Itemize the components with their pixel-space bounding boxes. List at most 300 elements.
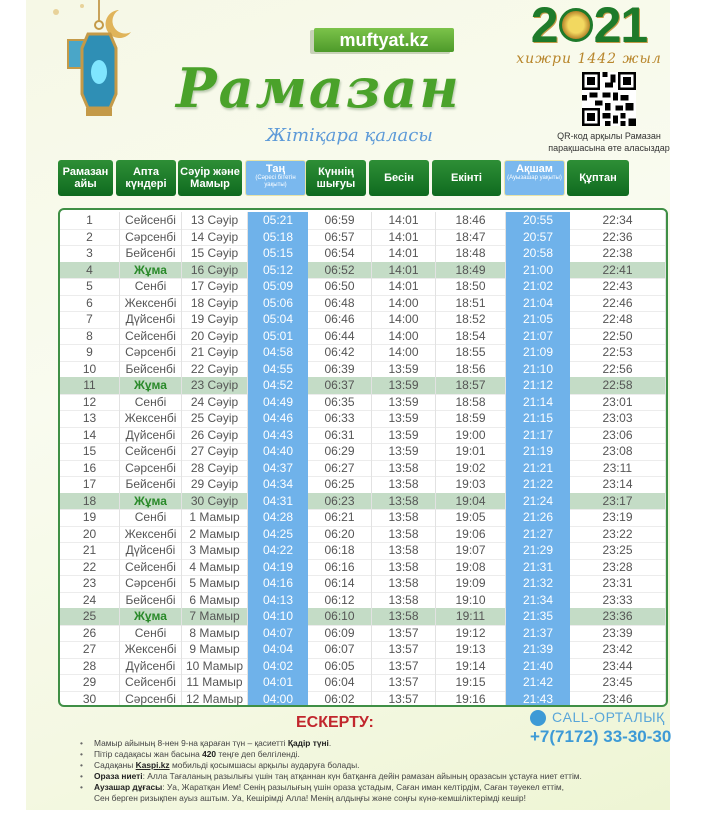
cell-sunrise: 06:50: [308, 278, 372, 295]
cell-ramadan-day: 27: [60, 641, 120, 658]
cell-fajr: 04:28: [248, 509, 308, 526]
cell-weekday: Дүйсенбі: [120, 658, 182, 675]
cell-asr: 18:48: [436, 245, 506, 262]
kaspi-link[interactable]: Kaspi.kz: [135, 760, 170, 770]
cell-ramadan-day: 11: [60, 377, 120, 394]
hijri-year: хижри 1442 жыл: [516, 51, 662, 67]
city-name: Жітіқара қаласы: [266, 125, 433, 146]
cell-fajr: 04:55: [248, 361, 308, 378]
cell-ramadan-day: 17: [60, 476, 120, 493]
cell-sunrise: 06:39: [308, 361, 372, 378]
cell-ramadan-day: 9: [60, 344, 120, 361]
column-header-maghrib: [504, 160, 565, 196]
cell-date: 22 Сәуір: [182, 361, 248, 378]
cell-sunrise: 06:18: [308, 542, 372, 559]
cell-ramadan-day: 14: [60, 427, 120, 444]
cell-asr: 19:11: [436, 608, 506, 625]
cell-isha: 22:48: [570, 311, 666, 328]
cell-fajr: 04:01: [248, 674, 308, 691]
cell-sunrise: 06:25: [308, 476, 372, 493]
cell-dhuhr: 13:58: [372, 575, 436, 592]
cell-asr: 19:01: [436, 443, 506, 460]
cell-asr: 18:56: [436, 361, 506, 378]
cell-isha: 22:50: [570, 328, 666, 345]
table-row: [60, 608, 666, 625]
column-header-sunrise: [306, 160, 366, 196]
cell-ramadan-day: 3: [60, 245, 120, 262]
cell-sunrise: 06:07: [308, 641, 372, 658]
cell-dhuhr: 14:00: [372, 295, 436, 312]
year-badge: [514, 0, 664, 68]
table-row: [60, 542, 666, 559]
cell-ramadan-day: 23: [60, 575, 120, 592]
cell-dhuhr: 13:58: [372, 460, 436, 477]
cell-asr: 18:58: [436, 394, 506, 411]
cell-isha: 23:44: [570, 658, 666, 675]
cell-maghrib: 21:12: [506, 377, 570, 394]
cell-ramadan-day: 15: [60, 443, 120, 460]
cell-ramadan-day: 16: [60, 460, 120, 477]
table-row: [60, 476, 666, 493]
cell-maghrib: 21:37: [506, 625, 570, 642]
cell-maghrib: 21:24: [506, 493, 570, 510]
cell-fajr: 05:12: [248, 262, 308, 279]
cell-date: 9 Мамыр: [182, 641, 248, 658]
cell-fajr: 05:04: [248, 311, 308, 328]
notes-list: [80, 738, 680, 804]
cell-fajr: 04:22: [248, 542, 308, 559]
cell-isha: 23:17: [570, 493, 666, 510]
cell-sunrise: 06:10: [308, 608, 372, 625]
cell-sunrise: 06:12: [308, 592, 372, 609]
cell-sunrise: 06:46: [308, 311, 372, 328]
cell-date: 5 Мамыр: [182, 575, 248, 592]
cell-weekday: Сейсенбі: [120, 443, 182, 460]
cell-asr: 19:12: [436, 625, 506, 642]
qr-code-icon[interactable]: [582, 72, 636, 126]
table-row: [60, 559, 666, 576]
cell-isha: 22:38: [570, 245, 666, 262]
cell-fajr: 05:01: [248, 328, 308, 345]
column-header-date: [178, 160, 242, 196]
cell-fajr: 05:09: [248, 278, 308, 295]
cell-ramadan-day: 25: [60, 608, 120, 625]
cell-date: 29 Сәуір: [182, 476, 248, 493]
cell-dhuhr: 13:58: [372, 509, 436, 526]
cell-weekday: Жұма: [120, 262, 182, 279]
cell-asr: 18:57: [436, 377, 506, 394]
cell-dhuhr: 13:58: [372, 542, 436, 559]
cell-dhuhr: 13:59: [372, 361, 436, 378]
cell-dhuhr: 14:00: [372, 344, 436, 361]
table-row: [60, 377, 666, 394]
cell-maghrib: 20:57: [506, 229, 570, 246]
cell-fajr: 04:07: [248, 625, 308, 642]
cell-sunrise: 06:02: [308, 691, 372, 708]
notes-title: ЕСКЕРТУ:: [296, 714, 374, 731]
cell-isha: 23:46: [570, 691, 666, 708]
table-row: [60, 641, 666, 658]
table-row: [60, 410, 666, 427]
table-row: [60, 460, 666, 477]
cell-isha: 22:46: [570, 295, 666, 312]
cell-fajr: 04:25: [248, 526, 308, 543]
cell-asr: 18:50: [436, 278, 506, 295]
cell-weekday: Жұма: [120, 377, 182, 394]
cell-isha: 23:01: [570, 394, 666, 411]
cell-fajr: 04:43: [248, 427, 308, 444]
cell-asr: 19:14: [436, 658, 506, 675]
cell-dhuhr: 13:58: [372, 476, 436, 493]
note-kaspi: • Садақаны Kaspi.kz мобильді қосымшасы арқылы аударуға болады.: [80, 760, 680, 771]
cell-isha: 22:36: [570, 229, 666, 246]
note-fitr-charity: • Пітір садақасы жан басына 420 теңге деп белгіленді.: [80, 749, 680, 760]
cell-weekday: Сейсенбі: [120, 559, 182, 576]
cell-date: 27 Сәуір: [182, 443, 248, 460]
cell-dhuhr: 14:01: [372, 212, 436, 229]
cell-maghrib: 21:00: [506, 262, 570, 279]
cell-isha: 22:53: [570, 344, 666, 361]
cell-weekday: Дүйсенбі: [120, 542, 182, 559]
cell-maghrib: 21:19: [506, 443, 570, 460]
cell-dhuhr: 13:57: [372, 641, 436, 658]
cell-date: 18 Сәуір: [182, 295, 248, 312]
cell-date: 23 Сәуір: [182, 377, 248, 394]
cell-weekday: Бейсенбі: [120, 592, 182, 609]
cell-maghrib: 21:15: [506, 410, 570, 427]
headset-icon: [530, 710, 546, 726]
cell-date: 19 Сәуір: [182, 311, 248, 328]
cell-fajr: 05:06: [248, 295, 308, 312]
cell-maghrib: 21:17: [506, 427, 570, 444]
cell-isha: 22:41: [570, 262, 666, 279]
column-header-fajr: [245, 160, 306, 196]
note-laylat-al-qadr: • Мамыр айының 8-нен 9-на қараған түн – қасиетті Қадір түні.: [80, 738, 680, 749]
table-row: [60, 278, 666, 295]
cell-ramadan-day: 19: [60, 509, 120, 526]
column-header-dhuhr: [369, 160, 429, 196]
cell-fajr: 04:49: [248, 394, 308, 411]
cell-date: 30 Сәуір: [182, 493, 248, 510]
cell-dhuhr: 14:01: [372, 278, 436, 295]
cell-isha: 23:14: [570, 476, 666, 493]
cell-dhuhr: 13:58: [372, 493, 436, 510]
cell-ramadan-day: 4: [60, 262, 120, 279]
cell-ramadan-day: 12: [60, 394, 120, 411]
cell-date: 3 Мамыр: [182, 542, 248, 559]
ramadan-poster: [26, 0, 670, 810]
cell-sunrise: 06:09: [308, 625, 372, 642]
cell-asr: 19:13: [436, 641, 506, 658]
table-row: [60, 493, 666, 510]
qmdb-emblem-icon: [559, 8, 593, 42]
cell-maghrib: 21:31: [506, 559, 570, 576]
cell-fajr: 04:34: [248, 476, 308, 493]
cell-maghrib: 21:02: [506, 278, 570, 295]
column-header-sublabel: (Ауызашар уақыты): [507, 175, 562, 181]
cell-date: 14 Сәуір: [182, 229, 248, 246]
brand-website: muftyat.kz: [314, 28, 454, 52]
cell-sunrise: 06:59: [308, 212, 372, 229]
cell-date: 8 Мамыр: [182, 625, 248, 642]
cell-maghrib: 21:40: [506, 658, 570, 675]
cell-date: 7 Мамыр: [182, 608, 248, 625]
cell-weekday: Сенбі: [120, 509, 182, 526]
cell-date: 2 Мамыр: [182, 526, 248, 543]
cell-fajr: 04:02: [248, 658, 308, 675]
table-row: [60, 575, 666, 592]
cell-weekday: Сәрсенбі: [120, 691, 182, 708]
cell-sunrise: 06:29: [308, 443, 372, 460]
column-header-ramadan-day: [58, 160, 113, 196]
cell-weekday: Сәрсенбі: [120, 575, 182, 592]
cell-sunrise: 06:54: [308, 245, 372, 262]
cell-sunrise: 06:05: [308, 658, 372, 675]
cell-dhuhr: 13:57: [372, 691, 436, 708]
cell-fajr: 05:21: [248, 212, 308, 229]
note-iftar-prayer-cont: Сен берген ризықпен ауыз аштым. Уа, Кешірімді Алла! Менің алдыңғы және соңғы күнә-кемшіліктерімді кешір!: [94, 793, 526, 803]
cell-dhuhr: 14:00: [372, 328, 436, 345]
cell-fajr: 04:19: [248, 559, 308, 576]
cell-sunrise: 06:27: [308, 460, 372, 477]
table-row: [60, 295, 666, 312]
cell-isha: 23:06: [570, 427, 666, 444]
table-row: [60, 509, 666, 526]
cell-maghrib: 21:43: [506, 691, 570, 708]
cell-weekday: Жұма: [120, 493, 182, 510]
cell-asr: 19:07: [436, 542, 506, 559]
cell-weekday: Сәрсенбі: [120, 344, 182, 361]
cell-date: 21 Сәуір: [182, 344, 248, 361]
cell-weekday: Сенбі: [120, 278, 182, 295]
cell-sunrise: 06:04: [308, 674, 372, 691]
cell-fajr: 04:10: [248, 608, 308, 625]
table-row: [60, 212, 666, 229]
cell-ramadan-day: 7: [60, 311, 120, 328]
cell-date: 1 Мамыр: [182, 509, 248, 526]
cell-asr: 18:52: [436, 311, 506, 328]
cell-asr: 19:03: [436, 476, 506, 493]
cell-fajr: 04:04: [248, 641, 308, 658]
cell-ramadan-day: 30: [60, 691, 120, 708]
cell-dhuhr: 13:57: [372, 625, 436, 642]
cell-isha: 23:03: [570, 410, 666, 427]
cell-sunrise: 06:35: [308, 394, 372, 411]
column-header-asr: [432, 160, 501, 196]
cell-isha: 23:19: [570, 509, 666, 526]
cell-sunrise: 06:44: [308, 328, 372, 345]
cell-weekday: Жексенбі: [120, 295, 182, 312]
cell-weekday: Сейсенбі: [120, 674, 182, 691]
table-row: [60, 229, 666, 246]
lantern-icon: [44, 0, 134, 130]
table-row: [60, 427, 666, 444]
column-header-label: Екінті: [451, 172, 482, 184]
cell-asr: 19:08: [436, 559, 506, 576]
cell-asr: 19:00: [436, 427, 506, 444]
cell-isha: 22:56: [570, 361, 666, 378]
cell-asr: 18:59: [436, 410, 506, 427]
cell-ramadan-day: 22: [60, 559, 120, 576]
cell-asr: 19:09: [436, 575, 506, 592]
cell-fajr: 05:18: [248, 229, 308, 246]
column-header-label: Күннің шығуы: [316, 166, 356, 190]
cell-sunrise: 06:48: [308, 295, 372, 312]
cell-fajr: 04:52: [248, 377, 308, 394]
cell-isha: 23:39: [570, 625, 666, 642]
cell-asr: 19:16: [436, 691, 506, 708]
cell-date: 26 Сәуір: [182, 427, 248, 444]
table-row: [60, 691, 666, 708]
cell-date: 20 Сәуір: [182, 328, 248, 345]
cell-fajr: 04:13: [248, 592, 308, 609]
cell-asr: 19:06: [436, 526, 506, 543]
cell-maghrib: 21:07: [506, 328, 570, 345]
cell-weekday: Сенбі: [120, 394, 182, 411]
cell-sunrise: 06:33: [308, 410, 372, 427]
cell-ramadan-day: 13: [60, 410, 120, 427]
cell-ramadan-day: 8: [60, 328, 120, 345]
cell-asr: 18:54: [436, 328, 506, 345]
cell-date: 16 Сәуір: [182, 262, 248, 279]
column-header-label: Ақшам: [516, 163, 553, 175]
cell-ramadan-day: 18: [60, 493, 120, 510]
cell-ramadan-day: 28: [60, 658, 120, 675]
cell-date: 12 Мамыр: [182, 691, 248, 708]
cell-isha: 23:33: [570, 592, 666, 609]
cell-isha: 22:34: [570, 212, 666, 229]
cell-weekday: Бейсенбі: [120, 361, 182, 378]
table-row: [60, 262, 666, 279]
table-row: [60, 443, 666, 460]
cell-dhuhr: 13:57: [372, 674, 436, 691]
cell-weekday: Сейсенбі: [120, 328, 182, 345]
cell-asr: 19:05: [436, 509, 506, 526]
column-header-label: Құптан: [579, 172, 617, 184]
cell-asr: 19:10: [436, 592, 506, 609]
cell-dhuhr: 13:59: [372, 394, 436, 411]
cell-weekday: Жексенбі: [120, 410, 182, 427]
cell-asr: 18:51: [436, 295, 506, 312]
schedule-table: [58, 208, 668, 707]
cell-ramadan-day: 2: [60, 229, 120, 246]
cell-maghrib: 21:22: [506, 476, 570, 493]
cell-date: 4 Мамыр: [182, 559, 248, 576]
cell-ramadan-day: 24: [60, 592, 120, 609]
cell-maghrib: 21:34: [506, 592, 570, 609]
cell-fajr: 05:15: [248, 245, 308, 262]
cell-asr: 18:55: [436, 344, 506, 361]
cell-date: 24 Сәуір: [182, 394, 248, 411]
cell-isha: 23:22: [570, 526, 666, 543]
call-center-phone[interactable]: +7(7172) 33-30-30: [530, 727, 672, 746]
cell-weekday: Бейсенбі: [120, 476, 182, 493]
cell-dhuhr: 13:58: [372, 608, 436, 625]
table-row: [60, 361, 666, 378]
cell-dhuhr: 13:59: [372, 410, 436, 427]
cell-date: 17 Сәуір: [182, 278, 248, 295]
cell-sunrise: 06:16: [308, 559, 372, 576]
cell-sunrise: 06:21: [308, 509, 372, 526]
cell-isha: 22:58: [570, 377, 666, 394]
cell-isha: 23:28: [570, 559, 666, 576]
cell-weekday: Бейсенбі: [120, 245, 182, 262]
cell-dhuhr: 13:58: [372, 559, 436, 576]
cell-weekday: Сәрсенбі: [120, 460, 182, 477]
cell-dhuhr: 13:59: [372, 443, 436, 460]
cell-sunrise: 06:42: [308, 344, 372, 361]
cell-fajr: 04:40: [248, 443, 308, 460]
cell-ramadan-day: 1: [60, 212, 120, 229]
cell-dhuhr: 13:58: [372, 526, 436, 543]
cell-ramadan-day: 21: [60, 542, 120, 559]
cell-maghrib: 21:26: [506, 509, 570, 526]
cell-fajr: 04:00: [248, 691, 308, 708]
note-iftar-prayer: • Аузашар дұғасы: Уа, Жаратқан Ием! Сенің разылығың үшін ораза ұстадым, Саған иман келтірдім, Саған тәуекел еттім,: [80, 782, 680, 793]
table-row: [60, 658, 666, 675]
cell-maghrib: 21:42: [506, 674, 570, 691]
cell-fajr: 04:16: [248, 575, 308, 592]
poster-title: Рамазан: [176, 56, 461, 120]
column-header-label: Апта күндері: [125, 166, 167, 190]
cell-ramadan-day: 29: [60, 674, 120, 691]
cell-dhuhr: 14:00: [372, 311, 436, 328]
cell-sunrise: 06:57: [308, 229, 372, 246]
cell-isha: 23:11: [570, 460, 666, 477]
cell-weekday: Жексенбі: [120, 641, 182, 658]
cell-dhuhr: 13:57: [372, 658, 436, 675]
table-row: [60, 328, 666, 345]
cell-dhuhr: 14:01: [372, 229, 436, 246]
cell-isha: 23:36: [570, 608, 666, 625]
cell-ramadan-day: 20: [60, 526, 120, 543]
column-header-label: Рамазан айы: [62, 166, 109, 190]
cell-date: 10 Мамыр: [182, 658, 248, 675]
cell-maghrib: 21:32: [506, 575, 570, 592]
cell-date: 13 Сәуір: [182, 212, 248, 229]
cell-fajr: 04:46: [248, 410, 308, 427]
table-row: [60, 674, 666, 691]
cell-maghrib: 21:21: [506, 460, 570, 477]
year-number: 2 21: [530, 0, 648, 53]
cell-sunrise: 06:37: [308, 377, 372, 394]
cell-asr: 18:49: [436, 262, 506, 279]
table-row: [60, 245, 666, 262]
cell-maghrib: 21:39: [506, 641, 570, 658]
cell-asr: 18:47: [436, 229, 506, 246]
cell-asr: 19:04: [436, 493, 506, 510]
cell-asr: 19:02: [436, 460, 506, 477]
column-header-label: Бесін: [384, 172, 414, 184]
qr-caption: QR-код арқылы Рамазан парақшасына өте аласыздар: [548, 131, 670, 153]
cell-maghrib: 21:35: [506, 608, 570, 625]
cell-maghrib: 21:14: [506, 394, 570, 411]
cell-ramadan-day: 5: [60, 278, 120, 295]
cell-fajr: 04:37: [248, 460, 308, 477]
cell-maghrib: 20:58: [506, 245, 570, 262]
cell-weekday: Сейсенбі: [120, 212, 182, 229]
cell-sunrise: 06:23: [308, 493, 372, 510]
cell-maghrib: 21:09: [506, 344, 570, 361]
cell-weekday: Дүйсенбі: [120, 427, 182, 444]
cell-weekday: Жұма: [120, 608, 182, 625]
cell-date: 15 Сәуір: [182, 245, 248, 262]
column-header-weekday: [116, 160, 176, 196]
note-fasting-intention: • Ораза ниеті: Алла Тағаланың разылығы үшін таң атқаннан күн батқанға дейін рамазан айының оразасын ұстауға ниет еттім.: [80, 771, 680, 782]
cell-isha: 23:08: [570, 443, 666, 460]
table-row: [60, 526, 666, 543]
cell-weekday: Сәрсенбі: [120, 229, 182, 246]
